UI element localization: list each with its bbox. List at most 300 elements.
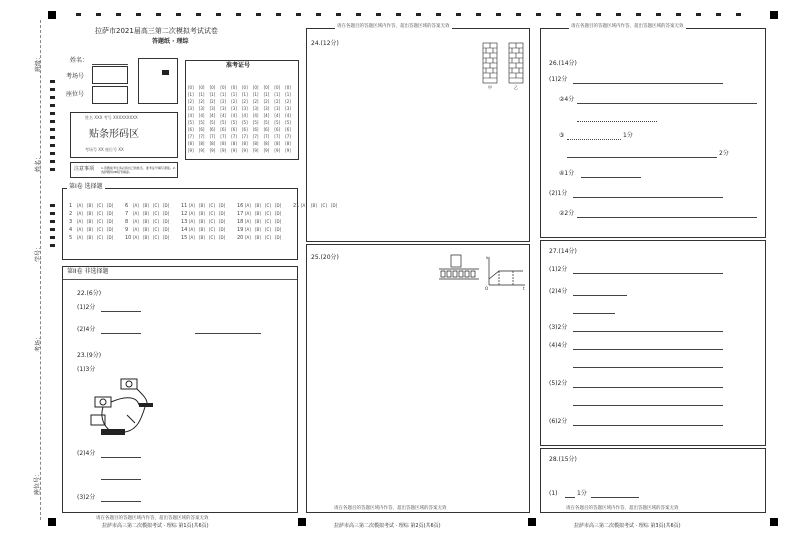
notice-top: 请在各题目的答题区域内作答，超出答题区域的答案无效 (337, 24, 450, 29)
exam-digit-bubble[interactable]: [4] (242, 113, 248, 118)
exam-digit-bubble[interactable]: [0] (231, 85, 237, 90)
exam-digit-bubble[interactable]: [3] (198, 106, 205, 111)
axis-label-t: t (523, 286, 525, 291)
exam-digit-bubble[interactable]: [0] (252, 85, 259, 90)
exam-digit-bubble[interactable]: [7] (274, 134, 281, 139)
choice-bubble[interactable]: [C] (209, 227, 215, 232)
q25-figure (437, 253, 529, 297)
choice-bubble[interactable]: [D] (107, 219, 114, 224)
barcode-sub-1: 姓名 XXX 考号 XXXXXXXXX (85, 115, 138, 120)
exam-digit-bubble[interactable]: [6] (242, 127, 248, 132)
exam-digit-bubble[interactable]: [2] (198, 99, 205, 104)
q27-answer2b[interactable] (573, 313, 615, 314)
timing-dash (216, 13, 221, 16)
exam-digit-bubble[interactable]: [8] (220, 141, 227, 146)
choice-bubble[interactable]: [A] (133, 235, 139, 240)
choice-bubble[interactable]: [D] (163, 203, 170, 208)
q26-answer2[interactable] (577, 103, 757, 104)
exam-digit-bubble[interactable]: [7] (242, 134, 248, 139)
exam-digit-bubble[interactable]: [2] (263, 99, 270, 104)
exam-digit-bubble[interactable]: [8] (231, 141, 237, 146)
q23-answer2a[interactable] (101, 457, 141, 458)
exam-digit-bubbles (188, 85, 296, 157)
exam-digit-bubble[interactable]: [2] (274, 99, 281, 104)
q26-answer6[interactable] (577, 217, 757, 218)
choice-bubble[interactable]: [C] (265, 227, 271, 232)
choice-bubble[interactable]: [B] (255, 211, 261, 216)
choice-bubble[interactable]: [A] (133, 211, 139, 216)
exam-digit-bubble[interactable]: [2] (252, 99, 259, 104)
exam-digit-bubble[interactable]: [3] (285, 106, 291, 111)
choice-bubble[interactable]: [B] (143, 203, 149, 208)
exam-digit-bubble[interactable]: [0] (263, 85, 270, 90)
q22-answer1[interactable] (101, 311, 141, 312)
q28-answer1[interactable] (565, 497, 575, 498)
exam-digit-bubble[interactable]: [6] (209, 127, 216, 132)
exam-digit-bubble[interactable]: [5] (242, 120, 248, 125)
timing-dash (50, 120, 55, 123)
choice-bubble[interactable]: [B] (143, 219, 149, 224)
timing-dash (50, 236, 55, 239)
exam-digit-bubble[interactable]: [4] (231, 113, 237, 118)
exam-room-label: 考场号 (66, 73, 85, 80)
q22-answer2[interactable] (101, 333, 141, 334)
exam-digit-bubble[interactable]: [1] (220, 92, 227, 97)
exam-digit-bubble[interactable]: [8] (274, 141, 281, 146)
q26-answer5[interactable] (573, 197, 723, 198)
choice-bubble[interactable]: [A] (133, 219, 139, 224)
choice-bubble[interactable]: [A] (189, 203, 195, 208)
q26-part3: ③ (559, 132, 565, 139)
choice-bubble[interactable]: [A] (189, 227, 195, 232)
q26-title: 26.(14分) (549, 60, 577, 67)
q23-answer3[interactable] (101, 501, 141, 502)
exam-digit-bubble[interactable]: [0] (209, 85, 216, 90)
exam-digit-bubble[interactable]: [6] (198, 127, 205, 132)
q23-part2: (2)4分 (77, 450, 96, 457)
exam-digit-bubble[interactable]: [1] (209, 92, 216, 97)
exam-digit-bubble[interactable]: [0] (220, 85, 227, 90)
q27-answer6[interactable] (573, 425, 723, 426)
side-label-id: 学号： (35, 243, 43, 263)
choice-bubble[interactable]: [A] (189, 211, 195, 216)
exam-digit-bubble[interactable]: [7] (252, 134, 259, 139)
timing-dash (136, 13, 141, 16)
q22-answer3[interactable] (195, 333, 261, 334)
choice-bubble[interactable]: [D] (219, 203, 226, 208)
q27-answer1[interactable] (573, 273, 723, 274)
exam-digit-bubble[interactable]: [1] (252, 92, 259, 97)
exam-digit-bubble[interactable]: [0] (285, 85, 291, 90)
choice-bubble[interactable]: [A] (245, 219, 251, 224)
timing-dash (296, 13, 301, 16)
exam-digit-bubble[interactable]: [8] (285, 141, 291, 146)
exam-digit-bubble[interactable]: [4] (209, 113, 216, 118)
exam-digit-bubble[interactable]: [2] (188, 99, 194, 104)
exam-digit-bubble[interactable]: [5] (220, 120, 227, 125)
timing-dash (50, 152, 55, 155)
q28-area (540, 448, 766, 513)
exam-digit-bubble[interactable]: [9] (188, 148, 194, 153)
choice-bubble[interactable]: [C] (153, 227, 159, 232)
q26-answer2b[interactable] (577, 121, 657, 122)
exam-digit-bubble[interactable]: [3] (242, 106, 248, 111)
timing-dash (736, 13, 741, 16)
choice-bubble[interactable]: [D] (163, 235, 170, 240)
choice-bubble[interactable]: [B] (255, 219, 261, 224)
choice-bubble[interactable]: [B] (199, 235, 205, 240)
choice-bubble[interactable]: [C] (265, 235, 271, 240)
choice-bubble[interactable]: [C] (265, 203, 271, 208)
choice-bubble[interactable]: [C] (97, 227, 103, 232)
timing-dash (676, 13, 681, 16)
exam-digit-bubble[interactable]: [2] (285, 99, 291, 104)
q26-answer3b[interactable] (567, 157, 717, 158)
footer-page3: 拉萨市高三第二次模拟考试 · 理综 第3页(共6页) (574, 523, 681, 529)
q26-answer3[interactable] (567, 139, 621, 140)
seat-label: 座位号 (66, 91, 85, 98)
section1-title: 第I卷 选择题 (69, 183, 103, 190)
choice-bubble[interactable]: [A] (133, 227, 139, 232)
exam-digit-bubble[interactable]: [7] (263, 134, 270, 139)
choice-bubble[interactable]: [D] (107, 235, 114, 240)
exam-digit-bubble[interactable]: [6] (231, 127, 237, 132)
circuit-diagram (77, 375, 167, 437)
choice-bubble[interactable]: [B] (255, 203, 261, 208)
choice-bubble[interactable]: [B] (143, 235, 149, 240)
q27-answer2a[interactable] (573, 295, 627, 296)
exam-digit-bubble[interactable]: [8] (188, 141, 194, 146)
choice-bubble[interactable]: [D] (275, 219, 282, 224)
exam-digit-bubble[interactable]: [7] (231, 134, 237, 139)
q27-answer3[interactable] (573, 331, 723, 332)
choice-bubble[interactable]: [A] (301, 203, 307, 208)
barcode-area-label: 贴条形码区 (89, 129, 139, 140)
timing-dash (96, 13, 101, 16)
choice-bubble[interactable]: [A] (77, 227, 83, 232)
choice-bubble[interactable]: [D] (275, 203, 282, 208)
choice-bubble[interactable]: [D] (107, 211, 114, 216)
exam-digit-bubble[interactable]: [8] (252, 141, 259, 146)
exam-digit-bubble[interactable]: [9] (285, 148, 291, 153)
exam-digit-bubble[interactable]: [9] (263, 148, 270, 153)
choice-bubble[interactable]: [C] (97, 211, 103, 216)
choice-bubble[interactable]: [B] (87, 203, 93, 208)
q26-part2: ②4分 (559, 96, 575, 103)
name-label: 姓名： (70, 57, 89, 64)
choice-bubble[interactable]: [A] (245, 211, 251, 216)
exam-digit-bubble[interactable]: [5] (209, 120, 216, 125)
exam-digit-bubble[interactable]: [3] (209, 106, 216, 111)
exam-digit-bubble[interactable]: [6] (252, 127, 259, 132)
notice-col2: 请在各题目的答题区域内作答，超出答题区域的答案无效 (334, 506, 447, 511)
exam-digit-bubble[interactable]: [8] (198, 141, 205, 146)
choice-bubble[interactable]: [A] (245, 203, 251, 208)
choice-bubble[interactable]: [B] (199, 211, 205, 216)
exam-digit-bubble[interactable]: [6] (220, 127, 227, 132)
exam-digit-bubble[interactable]: [2] (209, 99, 216, 104)
exam-digit-bubble[interactable]: [5] (263, 120, 270, 125)
timing-dash (376, 13, 381, 16)
choice-bubble[interactable]: [D] (107, 203, 114, 208)
q26-part4: ④1分 (559, 170, 575, 177)
axis-label-o: O (485, 286, 489, 291)
choice-bubble[interactable]: [C] (209, 235, 215, 240)
exam-digit-bubble[interactable]: [5] (231, 120, 237, 125)
exam-digit-bubble[interactable]: [4] (263, 113, 270, 118)
timing-dash (716, 13, 721, 16)
exam-digit-bubble[interactable]: [3] (274, 106, 281, 111)
timing-dash (176, 13, 181, 16)
timing-dash (50, 80, 55, 83)
choice-number: 16 (237, 203, 244, 209)
choice-number: 8 (125, 219, 129, 225)
exam-digit-bubble[interactable]: [4] (274, 113, 281, 118)
choice-bubble[interactable]: [C] (153, 211, 159, 216)
exam-digit-bubble[interactable]: [9] (274, 148, 281, 153)
choice-number: 1 (69, 203, 73, 209)
exam-digit-bubble[interactable]: [1] (231, 92, 237, 97)
choice-bubble[interactable]: [D] (219, 235, 226, 240)
exam-digit-bubble[interactable]: [4] (198, 113, 205, 118)
notes-box (70, 162, 178, 178)
timing-dash (50, 168, 55, 171)
exam-digit-bubble[interactable]: [7] (220, 134, 227, 139)
choice-bubble[interactable]: [B] (143, 211, 149, 216)
q27-part2: (2)4分 (549, 288, 568, 295)
page-subtitle: 答题纸 · 理综 (152, 38, 189, 45)
q25-area (306, 244, 530, 513)
exam-digit-bubble[interactable]: [7] (209, 134, 216, 139)
q28-part1: (1) (549, 490, 558, 497)
exam-number-grid[interactable] (185, 60, 299, 160)
choice-bubble[interactable]: [D] (219, 227, 226, 232)
q26-area (540, 24, 766, 238)
choice-bubble[interactable]: [D] (219, 219, 226, 224)
exam-digit-bubble[interactable]: [8] (263, 141, 270, 146)
choice-bubble[interactable]: [A] (245, 235, 251, 240)
exam-digit-bubble[interactable]: [1] (274, 92, 281, 97)
exam-digit-bubble[interactable]: [5] (285, 120, 291, 125)
exam-digit-bubble[interactable]: [0] (198, 85, 205, 90)
q23-part1: (1)3分 (77, 366, 96, 373)
q23-title: 23.(9分) (77, 352, 102, 359)
exam-digit-bubble[interactable]: [1] (242, 92, 248, 97)
timing-dash (156, 13, 161, 16)
exam-digit-bubble[interactable]: [1] (285, 92, 291, 97)
choice-number: 10 (125, 235, 132, 241)
exam-digit-bubble[interactable]: [6] (263, 127, 270, 132)
exam-digit-bubble[interactable]: [1] (263, 92, 270, 97)
name-field[interactable] (92, 64, 128, 65)
q25-title: 25.(20分) (311, 254, 339, 261)
timing-dash (50, 104, 55, 107)
exam-digit-bubble[interactable]: [5] (198, 120, 205, 125)
choice-bubble[interactable]: [A] (77, 219, 83, 224)
absent-mark-box[interactable] (138, 58, 178, 104)
timing-dash (50, 244, 55, 247)
binding-line (40, 20, 41, 520)
exam-digit-bubble[interactable]: [2] (220, 99, 227, 104)
exam-digit-bubble[interactable]: [4] (220, 113, 227, 118)
choice-number: 5 (69, 235, 73, 241)
choice-bubble[interactable]: [B] (199, 219, 205, 224)
exam-digit-bubble[interactable]: [4] (285, 113, 291, 118)
q27-title: 27.(14分) (549, 248, 577, 255)
choice-bubble[interactable]: [D] (275, 211, 282, 216)
exam-digit-bubble[interactable]: [4] (188, 113, 194, 118)
exam-digit-bubble[interactable]: [9] (198, 148, 205, 153)
svg-text:乙: 乙 (514, 85, 518, 90)
choice-bubble[interactable]: [B] (199, 227, 205, 232)
choice-bubble[interactable]: [C] (153, 219, 159, 224)
choice-bubble[interactable]: [D] (275, 235, 282, 240)
choice-bubble[interactable]: [C] (321, 203, 327, 208)
exam-digit-bubble[interactable]: [6] (188, 127, 194, 132)
q26-answer1[interactable] (573, 83, 723, 84)
choice-bubble[interactable]: [C] (265, 211, 271, 216)
exam-digit-bubble[interactable]: [0] (188, 85, 194, 90)
choice-bubble[interactable]: [B] (143, 227, 149, 232)
choice-bubble[interactable]: [C] (265, 219, 271, 224)
q28-title: 28.(15分) (549, 456, 577, 463)
choice-bubble[interactable]: [C] (153, 235, 159, 240)
choice-bubble[interactable]: [D] (275, 227, 282, 232)
timing-dash (276, 13, 281, 16)
choice-bubble[interactable]: [D] (163, 227, 170, 232)
exam-digit-bubble[interactable]: [3] (252, 106, 259, 111)
timing-dash (50, 112, 55, 115)
choice-bubble[interactable]: [B] (87, 227, 93, 232)
exam-digit-bubble[interactable]: [5] (274, 120, 281, 125)
choice-bubble[interactable]: [A] (77, 211, 83, 216)
notes-text: 1.答题前考生务必将自己的姓名、准考证号填写清楚。2.选择题用2B铅笔填涂。 (101, 166, 176, 174)
exam-digit-bubble[interactable]: [3] (188, 106, 194, 111)
exam-digit-bubble[interactable]: [2] (231, 99, 237, 104)
axis-label-v: v (486, 255, 489, 260)
choice-bubble[interactable]: [B] (255, 227, 261, 232)
q23-part3: (3)2分 (77, 494, 96, 501)
choice-bubble[interactable]: [C] (153, 203, 159, 208)
exam-digit-bubble[interactable]: [9] (220, 148, 227, 153)
choice-bubble[interactable]: [A] (189, 219, 195, 224)
exam-digit-bubble[interactable]: [5] (188, 120, 194, 125)
timing-dash (236, 13, 241, 16)
exam-digit-bubble[interactable]: [9] (252, 148, 259, 153)
exam-digit-bubble[interactable]: [8] (209, 141, 216, 146)
footer-page2: 拉萨市高三第二次模拟考试 · 理综 第2页(共6页) (334, 523, 441, 529)
page-title: 拉萨市2021届高三第二次模拟考试试卷 (95, 27, 218, 35)
timing-dash (50, 228, 55, 231)
exam-digit-bubble[interactable]: [0] (274, 85, 281, 90)
exam-room-box[interactable] (92, 66, 128, 84)
q27-answer4a[interactable] (573, 349, 723, 350)
choice-bubble[interactable]: [A] (189, 235, 195, 240)
section-divider (63, 279, 297, 280)
timing-dash (50, 96, 55, 99)
choice-number: 6 (125, 203, 129, 209)
timing-dash (636, 13, 641, 16)
choice-bubbles[interactable] (69, 203, 338, 257)
exam-digit-bubble[interactable]: [9] (242, 148, 248, 153)
choice-bubble[interactable]: [C] (97, 203, 103, 208)
timing-dash (316, 13, 321, 16)
exam-digit-bubble[interactable]: [7] (188, 134, 194, 139)
timing-dash (50, 128, 55, 131)
choice-bubble[interactable]: [B] (255, 235, 261, 240)
choice-bubble[interactable]: [B] (199, 203, 205, 208)
exam-digit-bubble[interactable]: [3] (220, 106, 227, 111)
exam-digit-bubble[interactable]: [1] (198, 92, 205, 97)
timing-dash (596, 13, 601, 16)
choice-bubble[interactable]: [C] (97, 235, 103, 240)
choice-bubble[interactable]: [B] (311, 203, 317, 208)
registration-mark (48, 11, 56, 19)
registration-mark (48, 518, 56, 526)
q26-answer4[interactable] (581, 177, 641, 178)
timing-dash (50, 204, 55, 207)
timing-dash (50, 220, 55, 223)
q22-title: 22.(6分) (77, 290, 102, 297)
exam-digit-bubble[interactable]: [3] (231, 106, 237, 111)
exam-digit-bubble[interactable]: [8] (242, 141, 248, 146)
choice-bubble[interactable]: [D] (219, 211, 226, 216)
exam-digit-bubble[interactable]: [7] (198, 134, 205, 139)
exam-digit-bubble[interactable]: [5] (252, 120, 259, 125)
choice-bubble[interactable]: [A] (245, 227, 251, 232)
choice-number: 21 (293, 203, 300, 209)
timing-dash (496, 13, 501, 16)
choice-bubble[interactable]: [B] (87, 219, 93, 224)
timing-dash (50, 212, 55, 215)
choice-bubble[interactable]: [D] (331, 203, 338, 208)
choice-bubble[interactable]: [C] (209, 219, 215, 224)
q28-answer1b[interactable] (591, 497, 639, 498)
choice-bubble[interactable]: [B] (87, 211, 93, 216)
choice-bubble[interactable]: [D] (163, 211, 170, 216)
q23-answer2b[interactable] (101, 479, 141, 480)
choice-bubble[interactable]: [D] (163, 219, 170, 224)
q27-answer5a[interactable] (573, 387, 723, 388)
exam-digit-bubble[interactable]: [4] (252, 113, 259, 118)
q27-part6: (6)2分 (549, 418, 568, 425)
timing-dash (556, 13, 561, 16)
exam-digit-bubble[interactable]: [0] (242, 85, 248, 90)
timing-dash (396, 13, 401, 16)
choice-bubble[interactable]: [A] (133, 203, 139, 208)
exam-digit-bubble[interactable]: [2] (242, 99, 248, 104)
exam-digit-bubble[interactable]: [6] (274, 127, 281, 132)
exam-digit-bubble[interactable]: [7] (285, 134, 291, 139)
q27-answer5b[interactable] (573, 405, 723, 406)
side-label-name: 姓名： (35, 153, 43, 173)
seat-box[interactable] (92, 86, 128, 104)
exam-digit-bubble[interactable]: [3] (263, 106, 270, 111)
exam-digit-bubble[interactable]: [9] (231, 148, 237, 153)
choice-bubble[interactable]: [C] (97, 219, 103, 224)
choice-bubble[interactable]: [C] (209, 211, 215, 216)
choice-bubble[interactable]: [C] (209, 203, 215, 208)
exam-digit-bubble[interactable]: [1] (188, 92, 194, 97)
choice-bubble[interactable]: [A] (77, 203, 83, 208)
timing-dash (696, 13, 701, 16)
exam-digit-bubble[interactable]: [6] (285, 127, 291, 132)
choice-bubble[interactable]: [A] (77, 235, 83, 240)
choice-bubble[interactable]: [B] (87, 235, 93, 240)
choice-bubble[interactable]: [D] (107, 227, 114, 232)
exam-digit-bubble[interactable]: [9] (209, 148, 216, 153)
q27-answer4b[interactable] (573, 367, 723, 368)
